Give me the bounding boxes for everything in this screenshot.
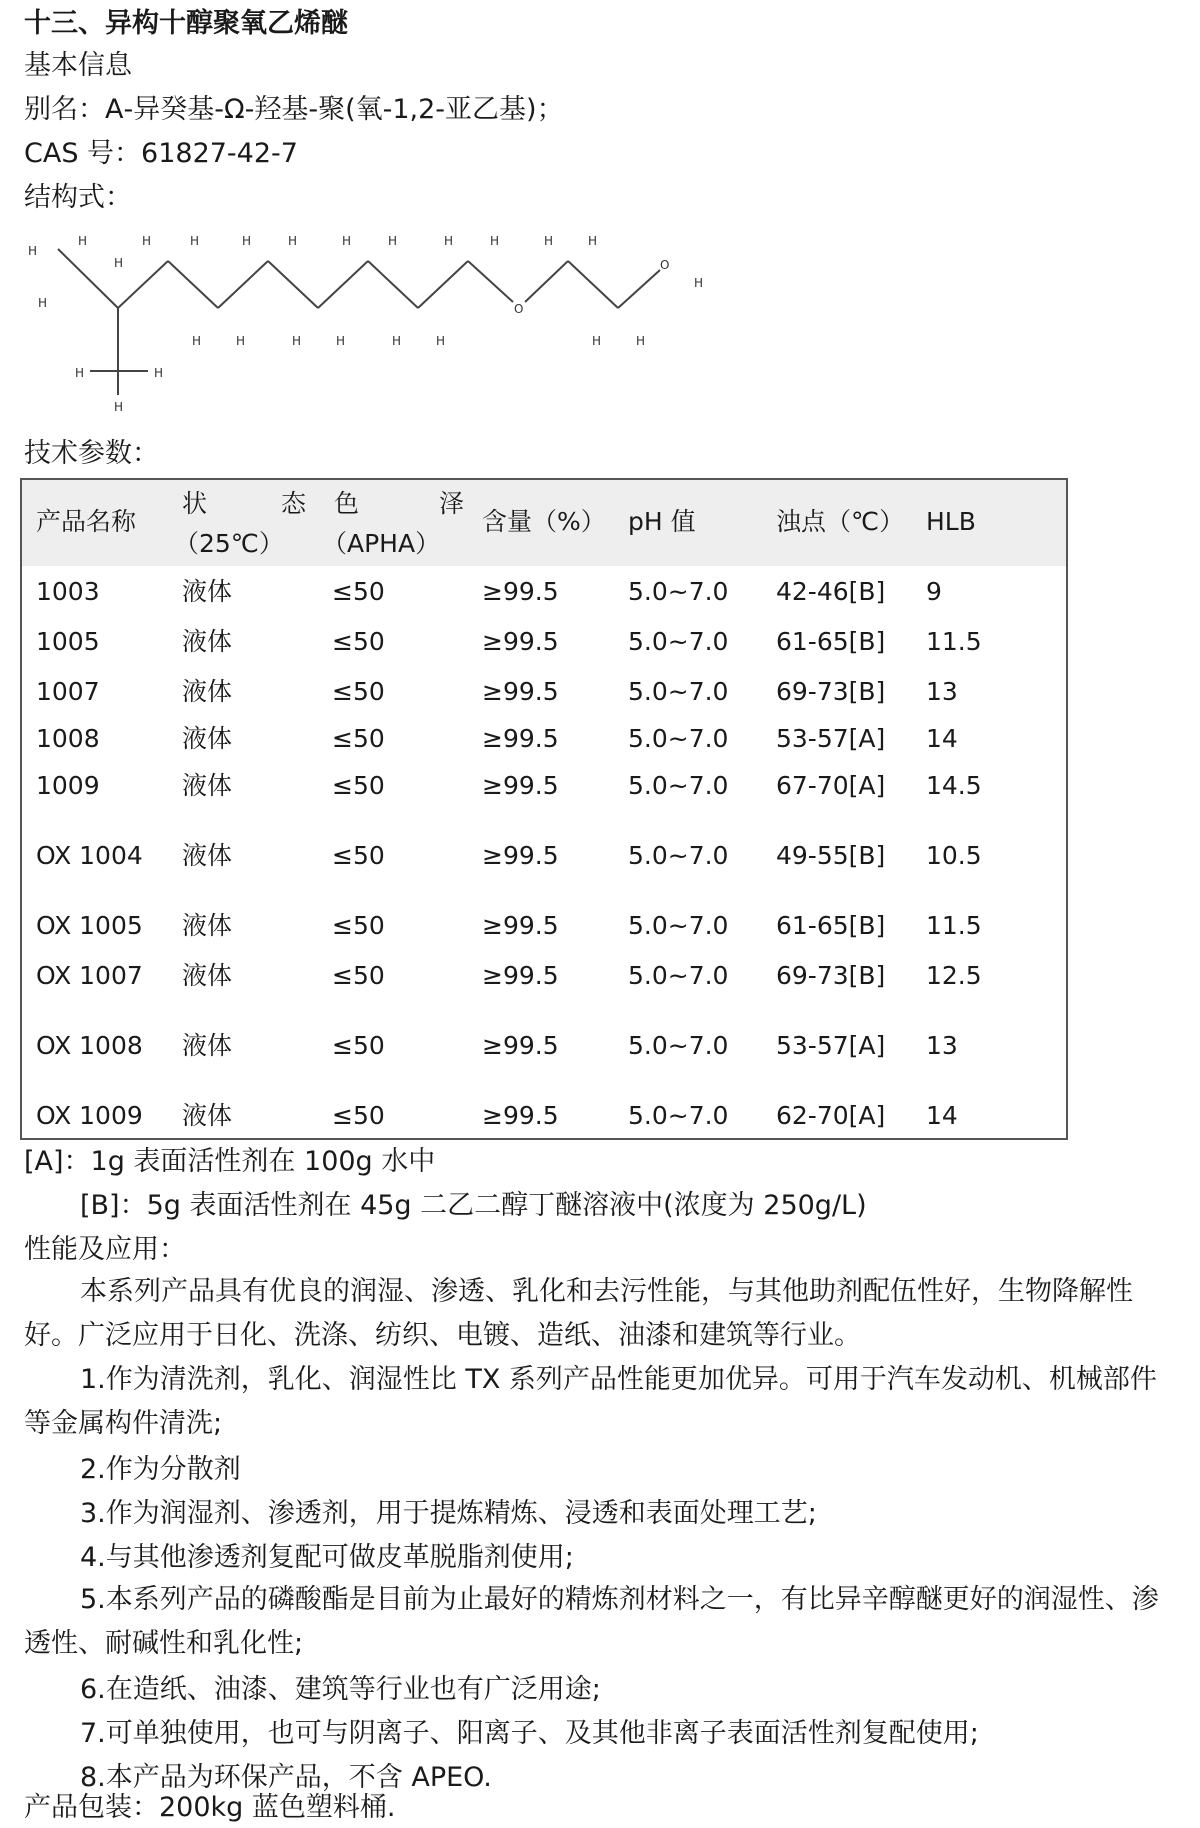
atom-h: H [192,334,202,348]
cell-name: OX 1005 [36,911,143,940]
atom-h: H [75,366,85,380]
cell-cloud: 69-73[B] [776,677,886,706]
atom-h: H [592,334,602,348]
cell-ph: 5.0~7.0 [628,1031,729,1060]
structural-formula [20,225,780,425]
cell-hlb: 9 [926,577,942,606]
cell-color: ≤50 [332,627,385,656]
atom-h: H [114,256,124,270]
atom-h: H [114,400,124,414]
use-8: 8.本产品为环保产品，不含 APEO. [80,1762,492,1793]
intro-text: 本系列产品具有优良的润湿、渗透、乳化和去污性能，与其他助剂配伍性好，生物降解性好。广泛应用于日化、洗涤、纺织、电镀、造纸、油漆和建筑等行业。 [24,1276,1133,1351]
cell-ph: 5.0~7.0 [628,841,729,870]
cell-cloud: 67-70[A] [776,771,886,800]
header-hlb: HLB [926,507,976,536]
use-5 [24,1578,1174,1666]
cell-name: 1003 [36,577,100,606]
atom-h: H [388,234,398,248]
cell-ph: 5.0~7.0 [628,577,729,606]
cell-cloud: 53-57[A] [776,724,886,753]
intro-paragraph [24,1270,1174,1358]
atom-h: H [342,234,352,248]
cell-state: 液体 [182,1101,233,1130]
cell-ph: 5.0~7.0 [628,771,729,800]
cell-cloud: 49-55[B] [776,841,886,870]
atom-h: H [142,234,152,248]
atom-h: H [490,234,500,248]
use-4: 4.与其他渗透剂复配可做皮革脱脂剂使用; [80,1542,574,1573]
cell-ph: 5.0~7.0 [628,911,729,940]
cell-name: 1007 [36,677,100,706]
atom-h: H [588,234,598,248]
header-state-top [182,488,306,520]
cell-content: ≥99.5 [482,627,559,656]
cell-color: ≤50 [332,677,385,706]
cell-color: ≤50 [332,724,385,753]
note-b: [B]：5g 表面活性剂在 45g 二乙二醇丁醚溶液中(浓度为 250g/L) [80,1190,867,1221]
cell-ph: 5.0~7.0 [628,724,729,753]
cell-state: 液体 [182,724,233,753]
cell-state: 液体 [182,577,233,606]
atom-h: H [242,234,252,248]
cell-content: ≥99.5 [482,577,559,606]
cell-content: ≥99.5 [482,841,559,870]
cell-color: ≤50 [332,771,385,800]
cell-content: ≥99.5 [482,1101,559,1130]
cell-name: 1005 [36,627,100,656]
cell-content: ≥99.5 [482,677,559,706]
use-1 [24,1358,1174,1446]
use-2: 2.作为分散剂 [80,1454,241,1485]
atom-h: H [436,334,446,348]
header-color-char-1: 色 [334,489,360,518]
cell-hlb: 13 [926,1031,958,1060]
use-3: 3.作为润湿剂、渗透剂，用于提炼精炼、浸透和表面处理工艺; [80,1498,817,1529]
note-a: [A]：1g 表面活性剂在 100g 水中 [24,1146,436,1177]
atom-h: H [28,244,38,258]
cell-content: ≥99.5 [482,911,559,940]
header-color-top [334,488,464,520]
tech-heading: 技术参数： [24,438,159,469]
cell-name: 1009 [36,771,100,800]
cell-state: 液体 [182,961,233,990]
atom-h: H [694,276,704,290]
cell-hlb: 10.5 [926,841,982,870]
structure-atoms [28,234,703,414]
header-cloud-point: 浊点（℃） [776,507,905,536]
table-header [22,480,1066,566]
atom-h: H [444,234,454,248]
cell-content: ≥99.5 [482,1031,559,1060]
cell-cloud: 62-70[A] [776,1101,886,1130]
basic-info-heading: 基本信息 [24,50,132,81]
spec-table [20,478,1068,1140]
alias-line: 别名：Α-异癸基-Ω-羟基-聚(氧-1,2-亚乙基)； [24,94,564,125]
atom-h: H [336,334,346,348]
cell-content: ≥99.5 [482,724,559,753]
cell-state: 液体 [182,1031,233,1060]
cell-ph: 5.0~7.0 [628,1101,729,1130]
performance-heading: 性能及应用： [24,1234,186,1265]
cell-cloud: 53-57[A] [776,1031,886,1060]
cell-content: ≥99.5 [482,961,559,990]
cell-state: 液体 [182,911,233,940]
cell-hlb: 12.5 [926,961,982,990]
header-state-char-2: 态 [280,489,306,518]
cell-ph: 5.0~7.0 [628,961,729,990]
atom-h: H [288,234,298,248]
cell-color: ≤50 [332,961,385,990]
cell-cloud: 61-65[B] [776,627,886,656]
cell-cloud: 69-73[B] [776,961,886,990]
atom-h: H [38,296,48,310]
structure-bonds [58,249,660,395]
atom-h: H [636,334,646,348]
cell-name: OX 1008 [36,1031,143,1060]
cell-hlb: 11.5 [926,911,982,940]
cell-hlb: 14 [926,1101,958,1130]
cell-color: ≤50 [332,1101,385,1130]
cell-color: ≤50 [332,1031,385,1060]
cell-hlb: 14.5 [926,771,982,800]
atom-o: O [514,302,524,316]
cell-state: 液体 [182,841,233,870]
cell-content: ≥99.5 [482,771,559,800]
use-5-text: 5.本系列产品的磷酸酯是目前为止最好的精炼剂材料之一，有比异辛醇醚更好的润湿性、渗透性、耐碱性和乳化性; [24,1584,1159,1659]
atom-h: H [154,366,164,380]
cell-hlb: 14 [926,724,958,753]
use-7: 7.可单独使用，也可与阴离子、阳离子、及其他非离子表面活性剂复配使用; [80,1718,979,1749]
structure-heading: 结构式： [24,182,132,213]
cell-name: OX 1004 [36,841,143,870]
cas-line: CAS 号：61827-42-7 [24,138,298,169]
cell-color: ≤50 [332,577,385,606]
cell-cloud: 42-46[B] [776,577,886,606]
header-color-bottom: （APHA） [322,529,441,558]
header-ph: pH 值 [628,507,696,536]
atom-h: H [544,234,554,248]
atom-h: H [236,334,246,348]
cell-ph: 5.0~7.0 [628,627,729,656]
cell-name: 1008 [36,724,100,753]
atom-h: H [190,234,200,248]
packaging-line: 产品包装：200kg 蓝色塑料桶. [24,1792,396,1823]
cell-name: OX 1009 [36,1101,143,1130]
cell-color: ≤50 [332,911,385,940]
atom-h: H [78,234,88,248]
header-color-char-2: 泽 [438,489,464,518]
cell-hlb: 11.5 [926,627,982,656]
cell-name: OX 1007 [36,961,143,990]
cell-color: ≤50 [332,841,385,870]
cell-state: 液体 [182,677,233,706]
header-name: 产品名称 [36,507,137,536]
cell-cloud: 61-65[B] [776,911,886,940]
atom-h: H [392,334,402,348]
cell-ph: 5.0~7.0 [628,677,729,706]
atom-o: O [660,258,670,272]
atom-h: H [292,334,302,348]
cell-hlb: 13 [926,677,958,706]
cell-state: 液体 [182,627,233,656]
header-state-char-1: 状 [182,489,208,518]
cell-state: 液体 [182,771,233,800]
section-title: 十三、异构十醇聚氧乙烯醚 [24,8,348,39]
use-6: 6.在造纸、油漆、建筑等行业也有广泛用途; [80,1674,601,1705]
header-content: 含量（%） [482,507,606,536]
header-state-bottom: （25℃） [174,529,284,558]
use-1-text: 1.作为清洗剂，乳化、润湿性比 TX 系列产品性能更加优异。可用于汽车发动机、机械部件等金属构件清洗; [24,1364,1157,1439]
